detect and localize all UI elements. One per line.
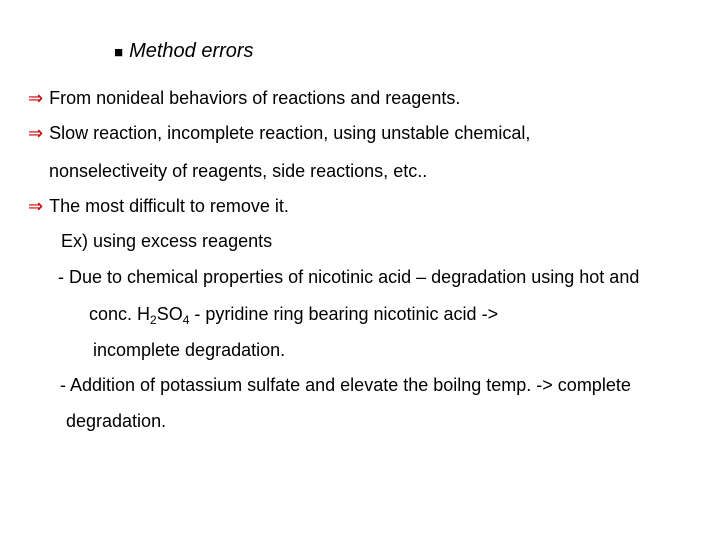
point-3 (28, 195, 289, 217)
right-double-arrow-icon: ⇒ (28, 196, 44, 216)
example-item-1-line-2 (89, 303, 498, 325)
formula-prefix: conc. H (89, 304, 151, 324)
heading-title: Method errors (129, 40, 254, 62)
example-item-2-line-2: degradation. (66, 411, 167, 431)
right-double-arrow-icon: ⇒ (28, 88, 44, 108)
example-item-1-line-1: - Due to chemical properties of nicotinic acid – degradation using hot and (58, 267, 640, 287)
square-bullet-icon: ■ (114, 44, 124, 61)
point-1 (28, 87, 460, 109)
right-double-arrow-icon: ⇒ (28, 123, 44, 143)
subscript-4: 4 (182, 313, 190, 327)
example-item-1-line-3: incomplete degradation. (93, 340, 286, 360)
point-1-text: From nonideal behaviors of reactions and reagents. (49, 88, 461, 108)
formula-suffix: - pyridine ring bearing nicotinic acid -> (189, 304, 499, 324)
point-2-text: Slow reaction, incomplete reaction, using unstable chemical, (49, 123, 531, 143)
point-3-text: The most difficult to remove it. (49, 196, 289, 216)
example-label: Ex) using excess reagents (61, 231, 273, 251)
section-heading (114, 39, 254, 65)
formula-so: SO (156, 304, 183, 324)
example-item-2-line-1: - Addition of potassium sulfate and elevate the boilng temp. -> complete (60, 375, 631, 395)
point-2 (28, 122, 530, 144)
point-2-continuation: nonselectiveity of reagents, side reactions, etc.. (49, 161, 428, 181)
subscript-2: 2 (150, 313, 157, 327)
